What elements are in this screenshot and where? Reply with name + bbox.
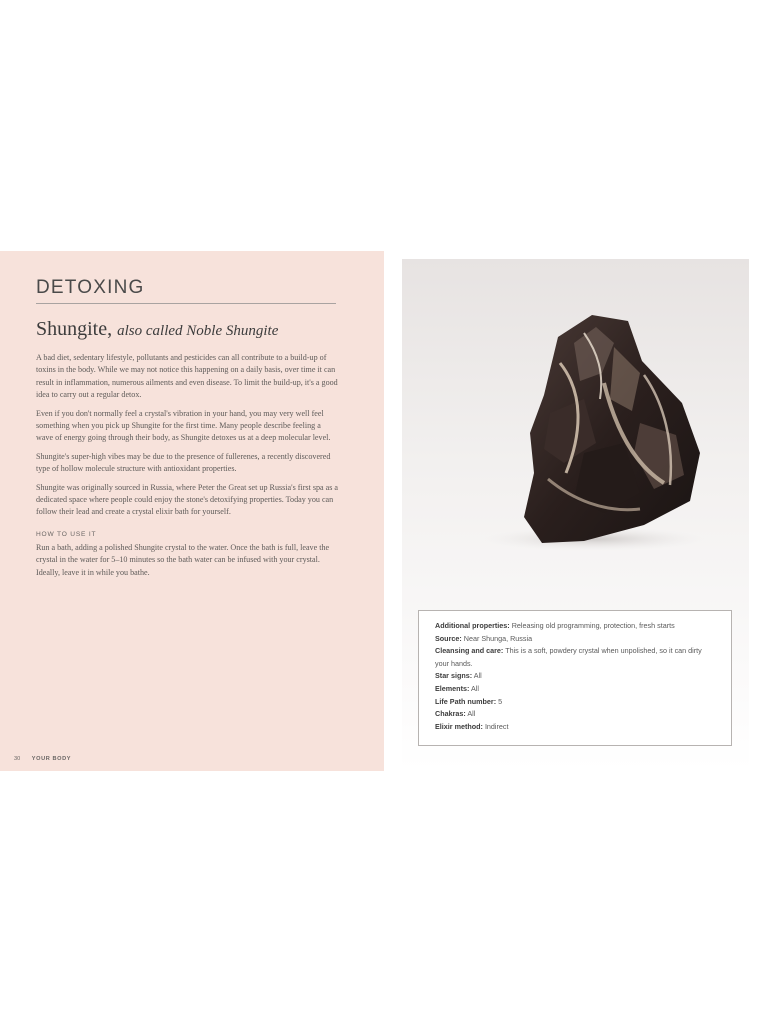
book-spread	[0, 251, 768, 771]
right-page	[402, 259, 749, 771]
crystal-heading	[36, 318, 356, 341]
shungite-crystal-photo	[464, 303, 704, 553]
section-title: DETOXING	[36, 277, 145, 298]
how-to-text: Run a bath, adding a polished Shungite crystal to the water. Once the bath is full, leave the crystal in the water for 5–10 minutes so the bath water can be infused with your crystal. Ideally, leave it in while you bathe.	[36, 542, 330, 577]
paragraph: Shungite's super-high vibes may be due to the presence of fullerenes, a recently discovered type of hollow molecule structure with antioxidant properties.	[36, 451, 331, 474]
info-row: Cleansing and care: This is a soft, powdery crystal when unpolished, so it can dirty your hands.	[435, 646, 702, 668]
info-row: Additional properties: Releasing old programming, protection, fresh starts	[435, 621, 675, 630]
info-row: Elixir method: Indirect	[435, 721, 509, 731]
info-row: Chakras: All	[435, 709, 476, 719]
page-footer	[14, 756, 71, 762]
info-row: Source: Near Shunga, Russia	[435, 633, 533, 643]
paragraph: A bad diet, sedentary lifestyle, pollutants and pesticides can all contribute to a build-up of toxins in the body. While we may not notice this happening on a daily basis, over time it can result in inflammation, numerous ailments and even disease. To limit the build-up, it's a good idea to carry out a regular detox.	[36, 353, 338, 400]
info-row: Star signs: All	[435, 671, 482, 681]
paragraph: Shungite was originally sourced in Russia, where Peter the Great set up Russia's first spa as a dedicated space where people could enjoy the stone's detoxifying properties. Today you can follow their lead and create a crystal elixir bath for yourself.	[36, 482, 338, 517]
crystal-name: Shungite,	[36, 318, 113, 340]
footer-section: YOUR BODY	[31, 756, 72, 762]
how-to-heading: HOW TO USE IT	[36, 530, 97, 538]
body-text	[36, 352, 338, 585]
title-divider	[36, 303, 336, 304]
info-row: Life Path number: 5	[435, 696, 503, 706]
crystal-alt-name: also called Noble Shungite	[117, 323, 279, 339]
properties-box	[418, 610, 732, 746]
info-row: Elements: All	[435, 683, 479, 693]
page-number: 30	[14, 756, 21, 762]
left-page	[0, 251, 384, 771]
paragraph: Even if you don't normally feel a crystal's vibration in your hand, you may very well feel something when you pick up Shungite for the first time. Many people describe feeling a wave of energy going through their body, as Shungite detoxes us at a deep molecular level.	[36, 408, 331, 443]
